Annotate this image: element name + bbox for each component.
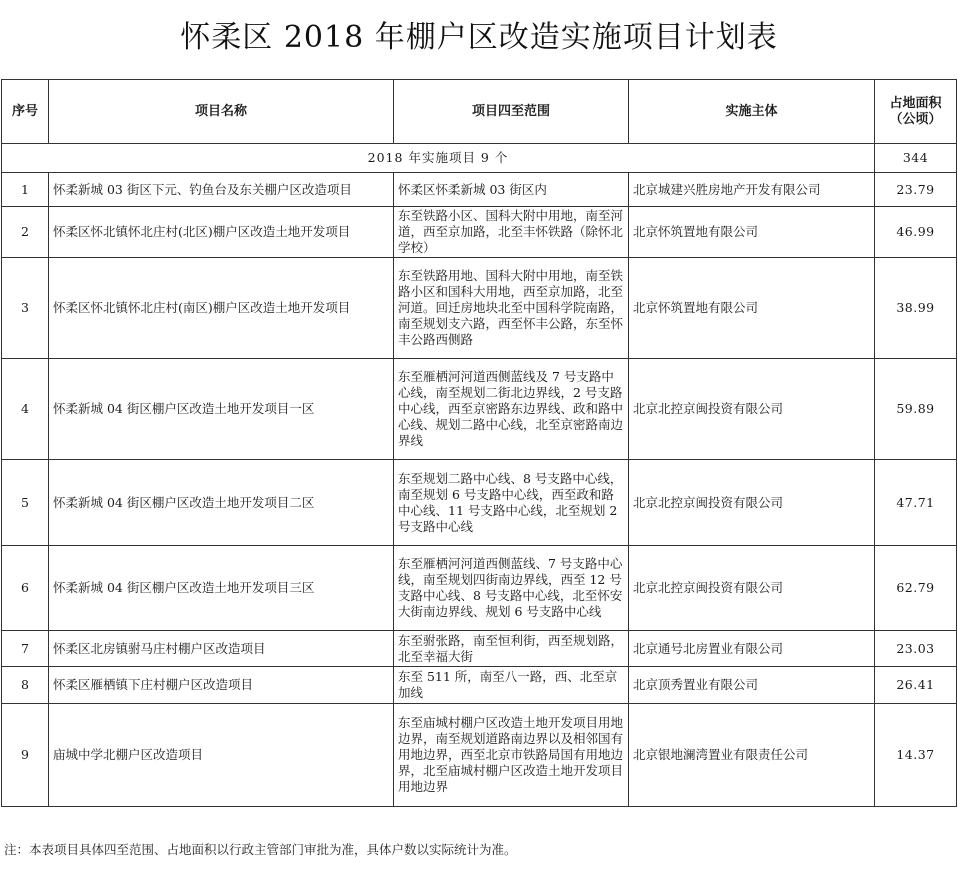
project-name: 怀柔区北房镇驸马庄村棚户区改造项目: [49, 631, 394, 667]
project-range: 东至雁栖河河道西侧蓝线、7 号支路中心线，南至规划四街南边界线，西至 12 号支路中心线、8 号支路中心线，北至怀安大街南边界线、规划 6 号支路中心线: [394, 546, 629, 631]
table-row: [2, 704, 957, 807]
project-name: 怀柔新城 04 街区棚户区改造土地开发项目三区: [49, 546, 394, 631]
project-range: 东至规划二路中心线、8 号支路中心线，南至规划 6 号支路中心线，西至政和路中心线、11 号支路中心线，北至规划 2 号支路中心线: [394, 460, 629, 546]
project-name: 怀柔新城 03 街区下元、钓鱼台及东关棚户区改造项目: [49, 173, 394, 207]
project-name: 怀柔区怀北镇怀北庄村(南区)棚户区改造土地开发项目: [49, 258, 394, 359]
row-number: 1: [2, 173, 49, 207]
header-project-range: 项目四至范围: [394, 80, 629, 144]
row-number: 3: [2, 258, 49, 359]
footnote: 注：本表项目具体四至范围、占地面积以行政主管部门审批为准，具体户数以实际统计为准。: [4, 842, 517, 857]
area-value: 23.79: [875, 173, 957, 207]
area-value: 62.79: [875, 546, 957, 631]
row-number: 6: [2, 546, 49, 631]
row-number: 7: [2, 631, 49, 667]
summary-row: [2, 144, 957, 173]
header-implementer: 实施主体: [629, 80, 875, 144]
project-range: 东至铁路用地、国科大附中用地，南至铁路小区和国科大用地，西至京加路，北至河道。回迁房地块北至中国科学院南路，南至规划支六路，西至怀丰公路，东至怀丰公路西侧路: [394, 258, 629, 359]
header-no: 序号: [2, 80, 49, 144]
project-range: 东至铁路小区、国科大附中用地，南至河道，西至京加路，北至丰怀铁路（除怀北学校）: [394, 207, 629, 258]
project-range: 东至驸张路，南至恒利街，西至规划路，北至幸福大街: [394, 631, 629, 667]
area-value: 47.71: [875, 460, 957, 546]
header-project-name: 项目名称: [49, 80, 394, 144]
implementer: 北京北控京闽投资有限公司: [629, 546, 875, 631]
implementer: 北京银地澜湾置业有限责任公司: [629, 704, 875, 807]
table-row: [2, 359, 957, 460]
area-value: 26.41: [875, 667, 957, 704]
area-value: 14.37: [875, 704, 957, 807]
table-row: [2, 667, 957, 704]
project-name: 怀柔区雁栖镇下庄村棚户区改造项目: [49, 667, 394, 704]
row-number: 2: [2, 207, 49, 258]
row-number: 9: [2, 704, 49, 807]
header-area-line2: （公顷）: [889, 111, 942, 127]
area-value: 38.99: [875, 258, 957, 359]
table-row: [2, 631, 957, 667]
table-row: [2, 173, 957, 207]
header-area: [875, 80, 957, 144]
project-plan-table: [1, 79, 957, 807]
project-name: 庙城中学北棚户区改造项目: [49, 704, 394, 807]
area-value: 23.03: [875, 631, 957, 667]
implementer: 北京北控京闽投资有限公司: [629, 359, 875, 460]
table-header-row: [2, 80, 957, 144]
row-number: 5: [2, 460, 49, 546]
implementer: 北京顶秀置业有限公司: [629, 667, 875, 704]
implementer: 北京城建兴胜房地产开发有限公司: [629, 173, 875, 207]
summary-total-area: 344: [875, 144, 957, 173]
implementer: 北京北控京闽投资有限公司: [629, 460, 875, 546]
table-row: [2, 258, 957, 359]
row-number: 4: [2, 359, 49, 460]
project-range: 怀柔区怀柔新城 03 街区内: [394, 173, 629, 207]
header-area-line1: 占地面积: [889, 95, 942, 111]
table-row: [2, 207, 957, 258]
row-number: 8: [2, 667, 49, 704]
project-name: 怀柔新城 04 街区棚户区改造土地开发项目一区: [49, 359, 394, 460]
project-name: 怀柔区怀北镇怀北庄村(北区)棚户区改造土地开发项目: [49, 207, 394, 258]
implementer: 北京怀筑置地有限公司: [629, 207, 875, 258]
table-row: [2, 546, 957, 631]
project-range: 东至雁栖河河道西侧蓝线及 7 号支路中心线，南至规划二街北边界线，2 号支路中心线，西至京密路东边界线、政和路中心线、规划二路中心线，北至京密路南边界线: [394, 359, 629, 460]
implementer: 北京通号北房置业有限公司: [629, 631, 875, 667]
project-range: 东至庙城村棚户区改造土地开发项目用地边界，南至规划道路南边界以及相邻国有用地边界，西至北京市铁路局国有用地边界，北至庙城村棚户区改造土地开发项目用地边界: [394, 704, 629, 807]
area-value: 59.89: [875, 359, 957, 460]
summary-label: 2018 年实施项目 9 个: [2, 144, 875, 173]
table-row: [2, 460, 957, 546]
project-range: 东至 511 所，南至八一路，西、北至京加线: [394, 667, 629, 704]
project-name: 怀柔新城 04 街区棚户区改造土地开发项目二区: [49, 460, 394, 546]
area-value: 46.99: [875, 207, 957, 258]
implementer: 北京怀筑置地有限公司: [629, 258, 875, 359]
page-title: 怀柔区 2018 年棚户区改造实施项目计划表: [180, 20, 778, 55]
